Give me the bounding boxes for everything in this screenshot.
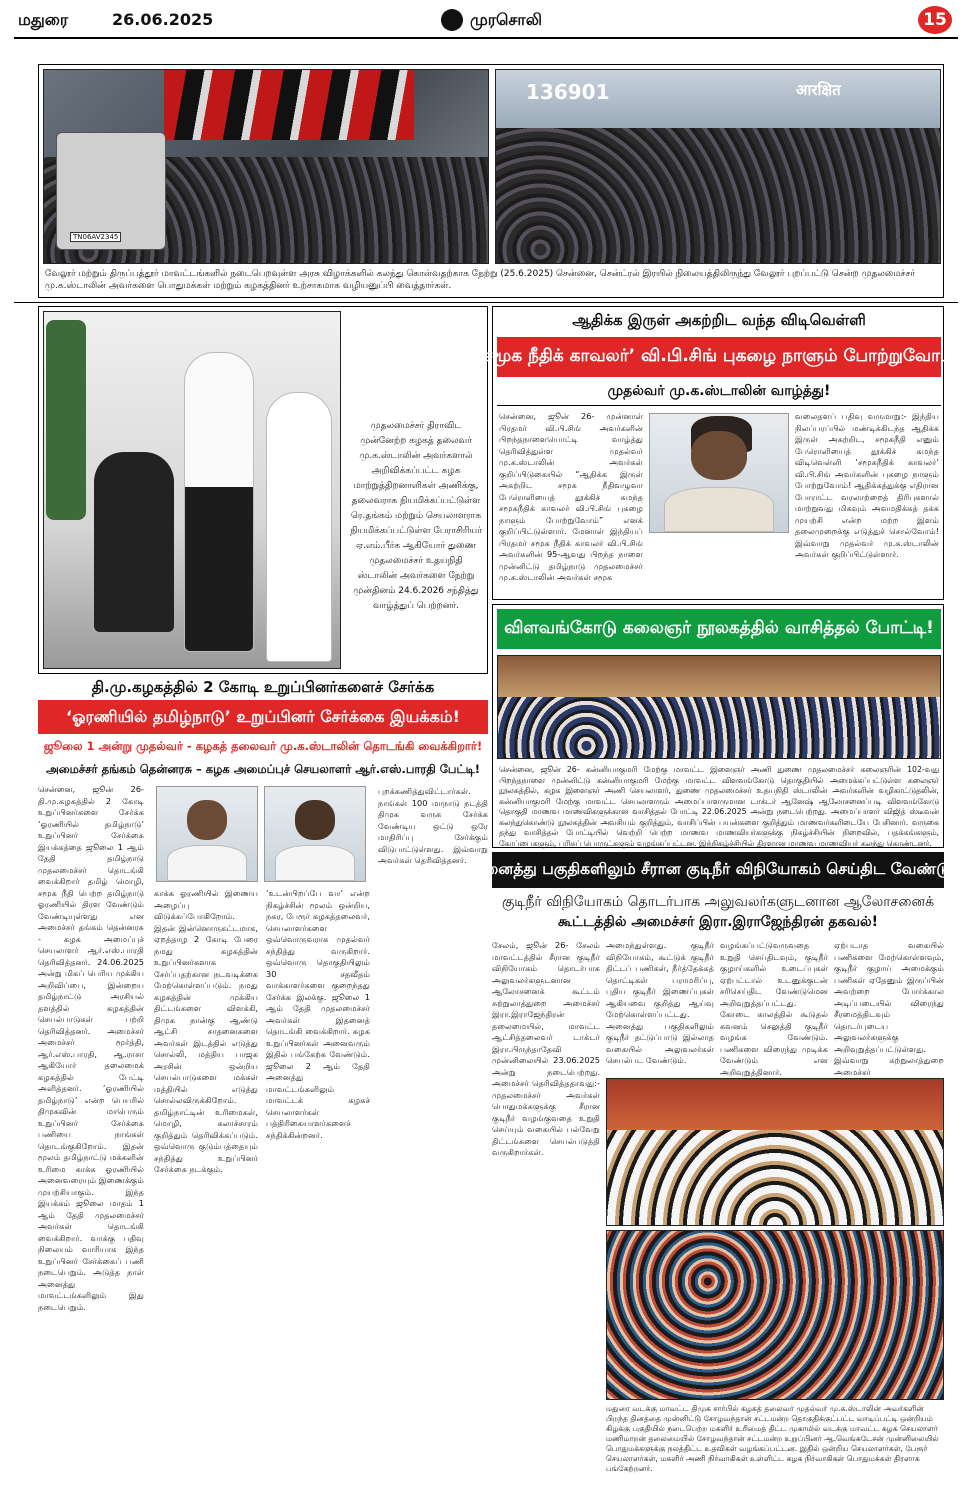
elephant-logo-icon [441,9,463,31]
library-photo [497,655,941,759]
top-photo-caption: வேலூர் மற்றும் திருப்பத்தூர் மாவட்டங்களில் நடைபெறவுள்ள அரசு விழாக்களில் கலந்து கொள்வதற்காக நேற்று (25.6.2025) சென்னை, சென்ட்ரல் இரயில் நிலையத்திலிருந்து வேலூர் புறப்பட்டு சென்ற முதலமைச்சர் மு.க.ஸ்டாலின் அவர்களை பொதுமக்கள் மற்றும் கழகத்தினர் உற்சாகமாக வழியனுப்பி வைத்தார்கள். [45,269,916,291]
water-col2: அமைந்துள்ளது. குடிநீர் விநியோகம், கூட்டுக் குடிநீர் திட்டப் பணிகள், நீர்த்தேக்கத் தொட்டிகள் பராமரிப்பு, புதிய குடிநீர் இணைப்புகள் ஆகியவை குறித்து ஆய்வு மேற்கொள்ளப்பட்டது. அனைத்து பகுதிகளிலும் குடிநீர் தட்டுப்பாடு இல்லாத வகையில் அலுவலர்கள் செயல்பட வேண்டும். [606,940,714,1065]
bharathi-portrait [264,786,366,882]
masthead [14,6,958,36]
library-box [492,604,944,848]
water-col3: வழங்கப்பட்டுவருவதை உறுதி செய்திடவும், குடிநீர் குழாய்களில் உடைப்புகள் ஏற்பட்டால் உடனுக்குடன் சரிசெய்திட வேண்டுமென அறிவுறுத்தப்பட்டது. கோடை காலத்தில் கூடுதல் கவனம் செலுத்தி குடிநீர் வழங்க வேண்டும். பணிகளை விரைந்து முடிக்க வேண்டும் என அறிவுறுத்தினார். [720,940,828,1077]
train-label: आरक्षित [796,81,841,99]
udhay-caption: முதலமைச்சர் திராவிட முன்னேற்ற கழகத் தலைவர் மு.க.ஸ்டாலின் அவர்களால் அறிவிக்கப்பட்ட கழக மாற்றுத்திறனாளிகள் அணிக்கு, தலைவராக நியமிக்கப்பட்டுள்ள ரெ.தங்கம் மற்றும் செயலாளராக நியமிக்கப்பட்டுள்ள பேராசிரியர் ஏ.எம்.பீர்க ஆகியோர் துணை முதலமைச்சர் உதயநிதி ஸ்டாலின் அவர்களை நேற்று முன்தினம் 24.6.2026 சந்தித்து வாழ்த்துப் பெற்றனர். [350,421,482,611]
train-number: 136901 [526,80,610,104]
vp-singh-box [476,306,962,600]
orani-kicker: தி.மு.கழகத்தில் 2 கோடி உறுப்பினர்களைச் சேர்க்க [91,678,435,696]
rally-photo [43,69,489,264]
library-article: சென்னை, ஜூன் 26- கன்னியாகுமரி மேற்கு மாவட்ட இளைஞர் அணி துணை முதலமைச்சர் கலைஞரின் 102-வது பிறந்தநாளை முன்னிட்டு கன்னியாகுமரி மேற்கு மாவட்ட விளவங்கோடு தொகுதியில் அமைக்கப்பட்டுள்ள கலைஞர் நூலகத்தில், கழக இளைஞர் அணி செயலாளர், துணை முதலமைச்சர் உதயநிதி ஸ்டாலின் அவர்களின் வழிகாட்டுதலின், கன்னியாகுமரி மேற்கு மாவட்ட செயலாளரும் அமைப்பாளருமான டாக்டர் ஆனேஷ் ஆலோசனைப்படி விளவங்கோடு தொகுதி மாணவ மாணவிகளுக்கான வாசித்தல் போட்டி 22.06.2025 அன்று நடைபெற்றது. அமைப்பாளர் விஜித் ஸ்டீவன் கலந்துகொண்டு நூலகத்தின் அவசியம் குறித்தும், வாசிப்பின் பயன்களை குறித்தும் மாணவர்களிடையே பேசினார். வருகை தந்து வாசித்தல் போட்டியில் வெற்றி பெற்ற மாணவ மாணவியர்களுக்கு நிகழ்ச்சியின் நிறைவில், பதக்கங்களும், கோப்பைகளும், பரிசுப் பொருட்களும் வழங்கப்பட்டன. இந்நிகழ்ச்சியில் திரளான மாணவ மாணவியர் கலந்து கொண்டனர். [499,765,939,848]
water-section [466,852,970,1488]
person-left [94,452,174,632]
orani-col1: சென்னை, ஜூன் 26- தி.மு.கழகத்தில் 2 கோடி உறுப்பினர்களை சேர்க்க ‘ஓரணியில் தமிழ்நாடு’ உறுப்பினர் சேர்க்கை இயக்கத்தை ஜூலை 1 ஆம் தேதி தமிழ்நாடு முதலமைச்சர் தொடங்கி வைக்கிறார் தமிழ் மொழி, சமூக நீதி பெற்ற தமிழ்நாடு ஓரணியில் திரள வேண்டும் வேண்டியுள்ளது என அமைச்சர் தங்கம் தென்னரசு - கழக அமைப்புச் செயலாளர் ஆர்.எஸ்.பாரதி தெரிவித்தனர். 24.06.2025 அன்று மிகப் பெரிய முக்கிய அறிவிப்பை, இன்றைய தமிழ்நாட்டு அரசியல் தளத்தில் கழகத்தின் செயல்பாடுகள் பற்றி தெரிவித்தனர். அமைச்சர் அமைச்சர் மூர்த்தி, ஆர்.எஸ்.பாரதி, ஆ.ராசா ஆகியோர் தலைமைக் கழகத்தில் பேட்டி அளித்தனர். ‘ஓரணியில் தமிழ்நாடு’ என்ற பெயரில் திமுகவின் மாபெரும் உறுப்பினர் சேர்க்கை பணியை நாங்கள் தொடங்குகிறோம். இதன் மூலம் தமிழ்நாட்டு மக்களின் உரிமை காக்க ஓரணியில் அனைவரையும் இணைக்கும் முயற்சியாகும். இந்த இயக்கம் ஜூலை மாதம் 1 ஆம் தேதி முதலமைச்சர் அவர்கள் தொடங்கி வைக்கிறார். வாக்கு பதிவு நிலையம் வாரியாக இந்த உறுப்பினர் சேர்க்கைப் பணி நடைபெறும். அடுத்த நாள் அனைத்து மாவட்டங்களிலும் இது நடைபெறும். [38,784,144,1312]
udhay-meeting-box [38,306,488,674]
paper-name: முரசொலி [470,10,542,29]
thangam-portrait [156,786,258,882]
orani-col2: காக்க ஓரணியில் இணைய அழைப்பு விடுக்கப்போகிறோம். இதன் இன்னொருகட்டமாக, ஏறத்தாழ 2 கோடி பேரை நமது கழகத்தின் உறுப்பினர்களாக சேர்ப்பதற்கான நடவடிக்கை மேற்கொள்ளப்படும். நமது கழகத்தின் முக்கிய திட்டங்களை விளக்கி, திமுக நான்கு ஆண்டு ஆட்சி சாதனைகளை அவர்கள் இடத்தில் எடுத்து சொல்லி, மத்திய பாஜக அரசின் ஒன்றிய செயல்பாடுகளை மக்கள் மத்தியில் எடுத்து சொல்லவிருக்கிறோம். தமிழ்நாட்டின் உரிமைகள், மொழி, கலாச்சாரம் குறித்தும் தெரிவிக்கப்படும். ஒவ்வொரு குடும்பத்தையும் சந்தித்து உறுப்பினர் சேர்க்கை நடக்கும். [154,888,258,1174]
water-col1: சேலம், ஜூன் 26- சேலம் மாவட்டத்தில் சீரான குடிநீர் விநியோகம் தொடர்பாக அலுவலர்களுடனான ஆலோசனைக் கூட்டம் சுற்றுலாத்துறை அமைச்சர் இரா.இராஜேந்திரன் தலைமையில், மாவட்ட ஆட்சித்தலைவர் டாக்டர் இரா.பிருந்தாதேவி முன்னிலையில் 23.06.2025 அன்று நடைபெற்றது. அமைச்சர் தெரிவித்ததாவது:- முதலமைச்சர் அவர்கள் பொதுமக்களுக்கு சீரான குடிநீர் வழங்குவதை உறுதி செய்யும் வகையில் பல்வேறு திட்டங்களை செயல்படுத்தி வருகிறார்கள். [492,940,600,1157]
train-photo [495,69,941,264]
orani-subhead: ஜூலை 1 அன்று முதல்வர் - கழகத் தலைவர் மு.க.ஸ்டாலின் தொடங்கி வைக்கிறார்! [38,736,488,758]
vp-subhead: முதல்வர் மு.க.ஸ்டாலின் வாழ்த்து! [607,383,831,399]
vp-article-col1: சென்னை, ஜூன் 26- முன்னாள் பிரதமர் வி.பி.சிங் அவர்களின் பிறந்தநாளையொட்டி வாழ்த்து தெரிவித்துள்ள முதல்வர் மு.க.ஸ்டாலின் அவர்கள் குறிப்பிடுகையில் “ஆதிக்க இருள் அகற்றிட சமூக நீதிவழுவா பேரொளியைத் தூக்கிச் சுமந்த சமூகநீதிக் காவலர் வி.பி.சிங் புகழை நாளும் போற்றுவோம்” எனக் குறிப்பிட்டுள்ளார். மேனாள் இந்தியப் பிரதமர் சமூக நீதிக் காவலர் வி.பி.சிங் அவர்களின் 95-ஆவது பிறந்த நாளை முன்னிட்டு தமிழ்நாடு முதலமைச்சர் மு.க.ஸ்டாலின் அவர்கள் சமூக [499,411,643,582]
car-plate: TN06AV2345 [70,232,121,242]
water-headline: அனைத்து பகுதிகளிலும் சீரான குடிநீர் விநியோகம் செய்திட வேண்டும்! [492,852,944,888]
orani-headline: ‘ஓரணியில் தமிழ்நாடு’ உறுப்பினர் சேர்க்கை இயக்கம்! [38,700,488,734]
person-right [266,392,332,662]
water-photo-top [606,1078,944,1226]
library-headline: விளவங்கோடு கலைஞர் நூலகத்தில் வாசித்தல் போட்டி! [497,609,941,649]
vp-singh-portrait [649,413,789,533]
water-photo-caption: மதுரை வடக்கு மாவட்ட திமுக சார்பில் கழகத் தலைவர் முதல்வர் மு.க.ஸ்டாலின் அவர்களின் பிறந்த தினத்தை முன்னிட்டு சோழவந்தான் சட்டமன்ற தொகுதிக்குட்பட்ட வாடிப்பட்டி ஒன்றியம் கிழக்கு பகுதியில் நடைபெற்ற மகளிர் உரிமைத் திட்ட முகாமில் வடக்கு மாவட்ட கழக செயலாளர் மணிமாறன் தலைமையில் சோழவந்தான் சட்டமன்ற உறுப்பினர் ஆ.வெங்கடேசன் முன்னிலையில் பொதுமக்களுக்கு நலத்திட்ட உதவிகள் வழங்கப்பட்டன. இதில் ஒன்றிய செயலாளர்கள், பேரூர் செயலாளர்கள், மகளிர் அணி நிர்வாகிகள் உள்ளிட்ட கழக நிர்வாகிகள் பொதுமக்கள் திரளாக பங்கேற்றனர். [606,1404,939,1473]
orani-col3: ‘உடன்பிறப்பே வா’ என்ற நிகழ்ச்சின் மூலம் ஒன்றிய, நகர, பேரூர் கழகத்தலைவர், செயலாளர்களை ஒவ்வொருவராக முதல்வர் சந்தித்து வருகிறார். ஒவ்வொரு தொகுதியிலும் 30 சதவீதம் வாக்காளர்களை குறைந்தது சேர்க்க இலக்கு. ஜூலை 1 ஆம் தேதி முதலமைச்சர் அவர்கள் இதனைத் தொடங்கி வைக்கிறார். கழக உறுப்பினர்கள் அனைவரும் இதில் பங்கேற்க வேண்டும். ஜூலை 2 ஆம் தேதி அனைத்து மாவட்டங்களிலும் மாவட்டக் கழகச் செயலாளர்கள் பத்திரிகையாளர்களைச் சந்திக்கின்றனர். [266,888,370,1140]
water-photo-crowd [606,1230,944,1400]
orani-section [38,678,488,1488]
vp-kicker: ஆதிக்க இருள் அகற்றிட வந்த விடிவெள்ளி [572,311,866,329]
orani-col4: புறக்கணித்துவிட்டார்கள். நாங்கள் 100 மாநாடு நடத்தி திமுக வருக சேர்க்க வேண்டிய ஒட்டு ஒரே மாதிரிப்பு சேர்க்கும் விடுபாட்டுள்ளது. இவ்வாறு அவர்கள் தெரிவித்தனர். [378,786,488,865]
water-col4: ஏற்படாத வகையில் பணிகளை மேற்கொள்ளவும், குடிநீர் குழாய் அமைக்கும் பணிகள் ஏதேனும் இருப்பின் அவற்றை போர்க்கால அடிப்படையில் விரைந்து சீரமைத்திடவும் தொடர்புடைய அலுவலர்களுக்கு அறிவுறுத்தப்பட்டுள்ளது. இவ்வாறு சுற்றுலாத்துறை அமைச்சர் [834,940,944,1077]
person-center [184,352,254,652]
vp-headline: ‘சமூக நீதிக் காவலர்’ வி.பி.சிங் புகழை நாளும் போற்றுவோம்! [497,337,941,377]
page-number: 15 [918,6,952,34]
edition-label: மதுரை [18,10,69,29]
udhay-photo [43,311,341,669]
orani-byline: அமைச்சர் தங்கம் தென்னரசு – கழக அமைப்புச் செயலாளர் ஆர்.எஸ்.பாரதி பேட்டி! [45,762,481,776]
water-subhead-1: குடிநீர் விநியோகம் தொடர்பாக அலுவலர்களுடனான ஆலோசனைக் [501,894,935,910]
vp-article-col2: வலைதளப் பதிவு வருமாறு:- இந்திய நிலப்பரப்பில் மண்டிக்கிடந்த ஆதிக்க இருள் அகற்றிட, சமூகநீதி எனும் பேரொளியைத் தூக்கிச் சுமந்த விடிவெள்ளி ‘சமூகநீதிக் காவலர்’ வி.பி.சிங் அவர்களின் புகழை நாளும் போற்றுவோம்! ஆதிக்கத்துக்கு எதிரான போராட்ட வரலாற்றைத் திரிபுகளால் மாற்றுவது மிகவும் அவமதிக்கத் தக்க முயற்சி என்ற மற்ற இளம் தலைமுறைக்கு எடுத்துச் சொல்வோம்! இவ்வாறு முதல்வர் மு.க.ஸ்டாலின் அவர்கள் குறிப்பிட்டுள்ளார். [795,411,939,559]
issue-date: 26.06.2025 [112,10,214,29]
water-subhead-2: கூட்டத்தில் அமைச்சர் இரா.இராஜேந்திரன் தகவல்! [557,914,879,930]
top-news-box [38,64,944,298]
